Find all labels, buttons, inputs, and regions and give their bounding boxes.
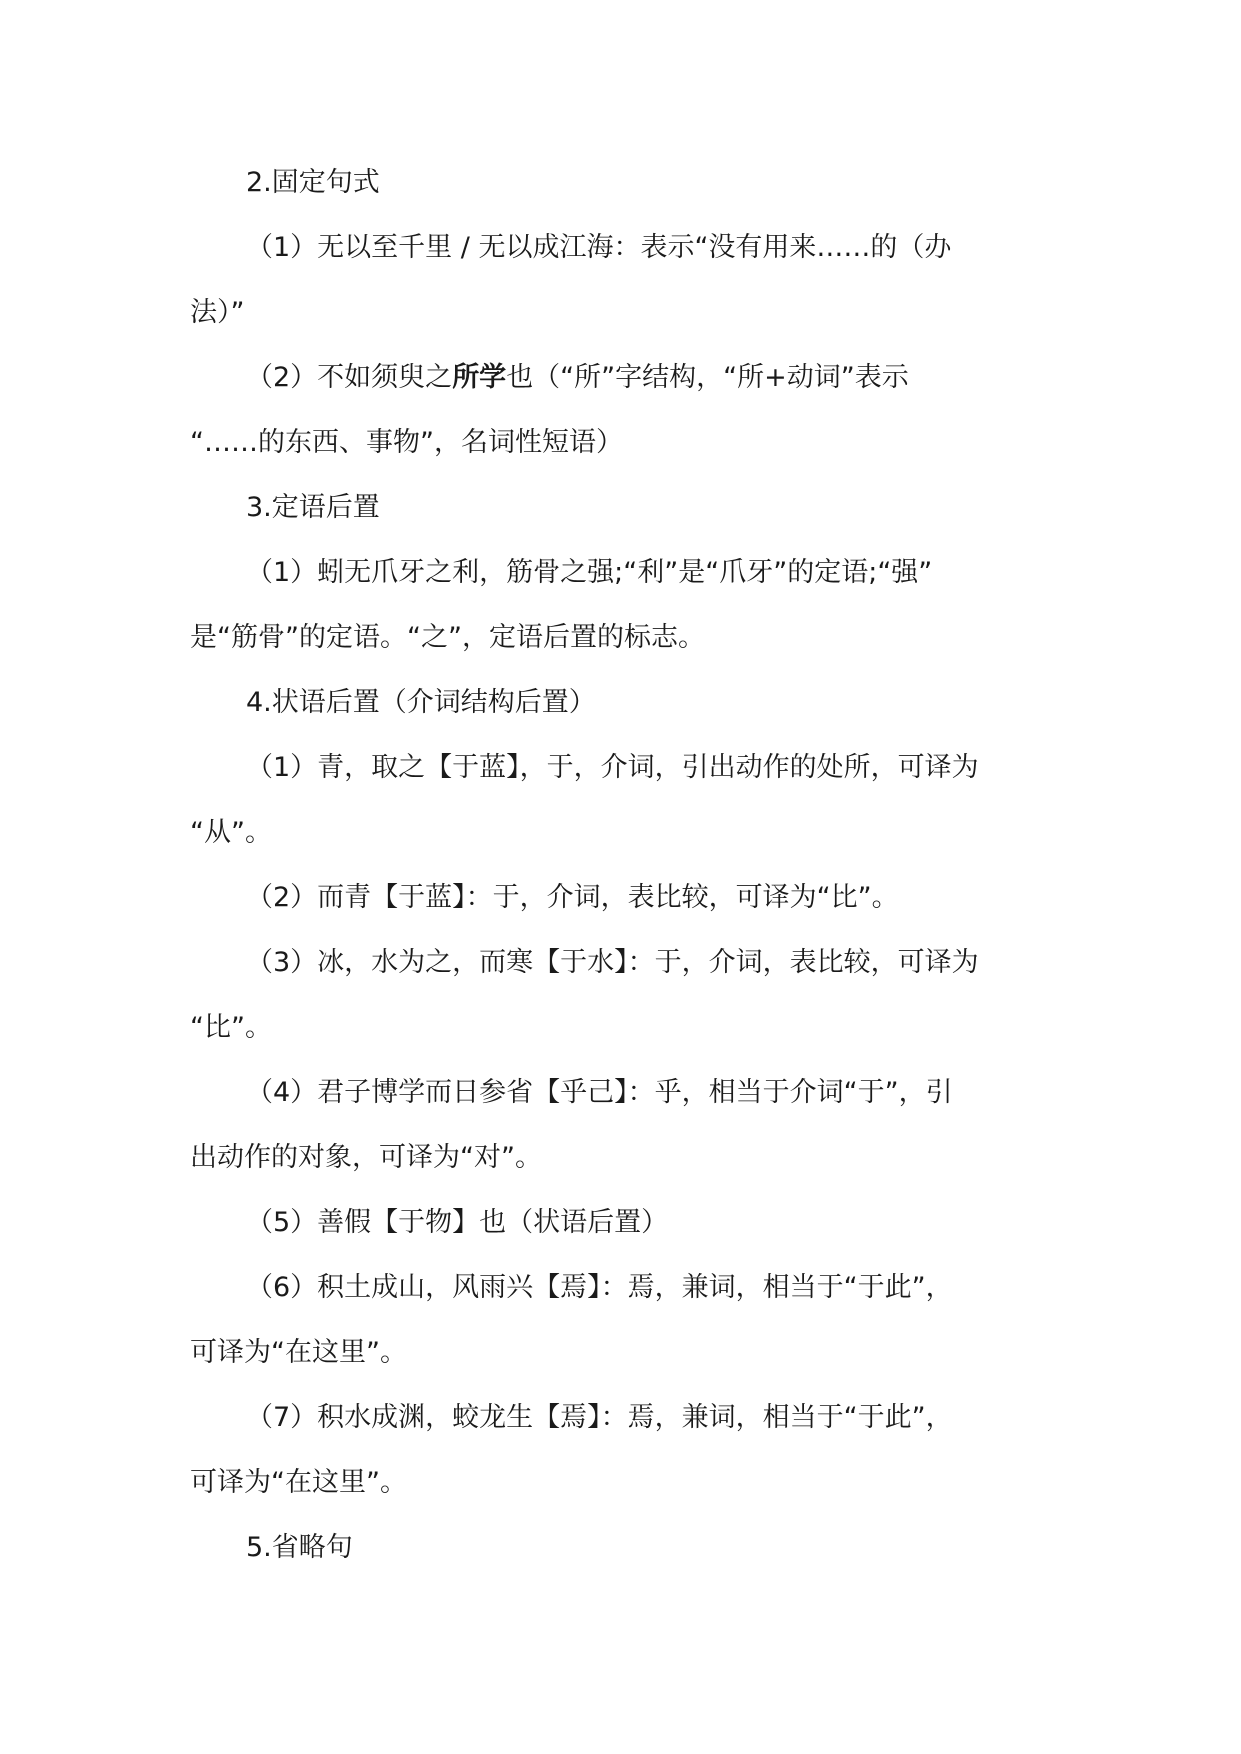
paragraph-line: 出动作的对象，可译为“对”。	[190, 1142, 542, 1173]
section-heading: 3.定语后置	[246, 492, 380, 523]
paragraph-line: 是“筋骨”的定语。“之”，定语后置的标志。	[190, 622, 705, 653]
paragraph-line: “从”。	[190, 817, 272, 848]
section-heading: 4.状语后置（介词结构后置）	[246, 687, 596, 718]
paragraph-line: （1）青，取之【于蓝】，于，介词，引出动作的处所，可译为	[246, 752, 979, 783]
section-heading: 5.省略句	[246, 1532, 353, 1563]
bold-text: 所学	[452, 362, 507, 393]
text-run: （2）不如须臾之	[246, 362, 453, 393]
paragraph-line: （7）积水成渊，蛟龙生【焉】：焉，兼词，相当于“于此”，	[246, 1402, 953, 1433]
paragraph-line: （4）君子博学而日参省【乎己】：乎，相当于介词“于”，引	[246, 1077, 953, 1108]
paragraph-line: （2）而青【于蓝】：于，介词，表比较，可译为“比”。	[246, 882, 899, 913]
paragraph-line: （1）蚓无爪牙之利，筋骨之强;“利”是“爪牙”的定语;“强”	[246, 557, 933, 588]
document-page	[190, 150, 1060, 1580]
paragraph-line	[190, 345, 1060, 410]
paragraph-line: （5）善假【于物】也（状语后置）	[246, 1207, 669, 1238]
paragraph-line: 可译为“在这里”。	[190, 1467, 407, 1498]
paragraph-line: 可译为“在这里”。	[190, 1337, 407, 1368]
paragraph-line: “……的东西、事物”，名词性短语）	[190, 427, 623, 458]
paragraph-line: （1）无以至千里 / 无以成江海：表示“没有用来……的（办	[246, 232, 952, 263]
paragraph-line: （6）积土成山，风雨兴【焉】：焉，兼词，相当于“于此”，	[246, 1272, 953, 1303]
paragraph-line: （3）冰，水为之，而寒【于水】：于，介词，表比较，可译为	[246, 947, 979, 978]
paragraph-line: 法）”	[190, 297, 245, 328]
text-run: 也（“所”字结构，“所+动词”表示	[506, 362, 909, 393]
section-heading: 2.固定句式	[246, 167, 380, 198]
paragraph-line: “比”。	[190, 1012, 272, 1043]
